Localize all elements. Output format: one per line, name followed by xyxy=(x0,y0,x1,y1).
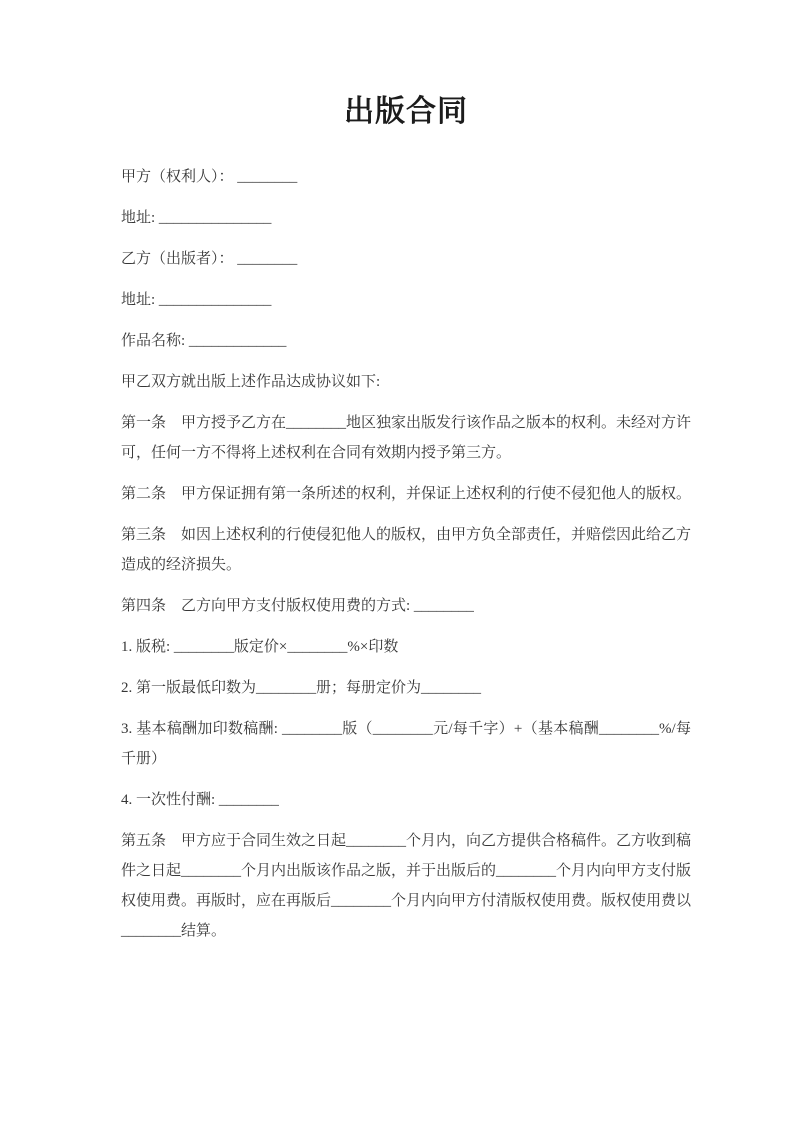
document-title: 出版合同 xyxy=(344,95,468,128)
preamble: 甲乙双方就出版上述作品达成协议如下: xyxy=(121,374,381,390)
work-title-line: 作品名称: _____________ xyxy=(121,333,287,349)
party-b-line: 乙方（出版者）： ________ xyxy=(121,251,298,267)
address-a-line: 地址: _______________ xyxy=(121,210,272,226)
article-1: 第一条 甲方授予乙方在________地区独家出版发行该作品之版本的权利。未经对方许可，任何一方不得将上述权利在合同有效期内授予第三方。 xyxy=(121,415,692,461)
article-2: 第二条 甲方保证拥有第一条所述的权利，并保证上述权利的行使不侵犯他人的版权。 xyxy=(121,486,692,502)
payment-item-1: 1. 版税: ________版定价×________%×印数 xyxy=(121,639,399,655)
payment-item-3: 3. 基本稿酬加印数稿酬: ________版（________元/每千字）+（基本稿酬________%/每千册） xyxy=(121,721,691,767)
article-4: 第四条 乙方向甲方支付版权使用费的方式: ________ xyxy=(121,598,474,614)
article-3: 第三条 如因上述权利的行使侵犯他人的版权，由甲方负全部责任，并赔偿因此给乙方造成的经济损失。 xyxy=(121,527,692,573)
payment-item-2: 2. 第一版最低印数为________册；每册定价为________ xyxy=(121,680,482,696)
article-5: 第五条 甲方应于合同生效之日起________个月内，向乙方提供合格稿件。乙方收到稿件之日起________个月内出版该作品之版，并于出版后的________个月内向甲方支付版权使用费。再版时，应在再版后________个月内向甲方付清版权使用费。版权使用费以________结算。 xyxy=(121,833,692,939)
payment-item-4: 4. 一次性付酬: ________ xyxy=(121,792,279,808)
address-b-line: 地址: _______________ xyxy=(121,292,272,308)
party-a-line: 甲方（权利人）： ________ xyxy=(121,169,298,185)
